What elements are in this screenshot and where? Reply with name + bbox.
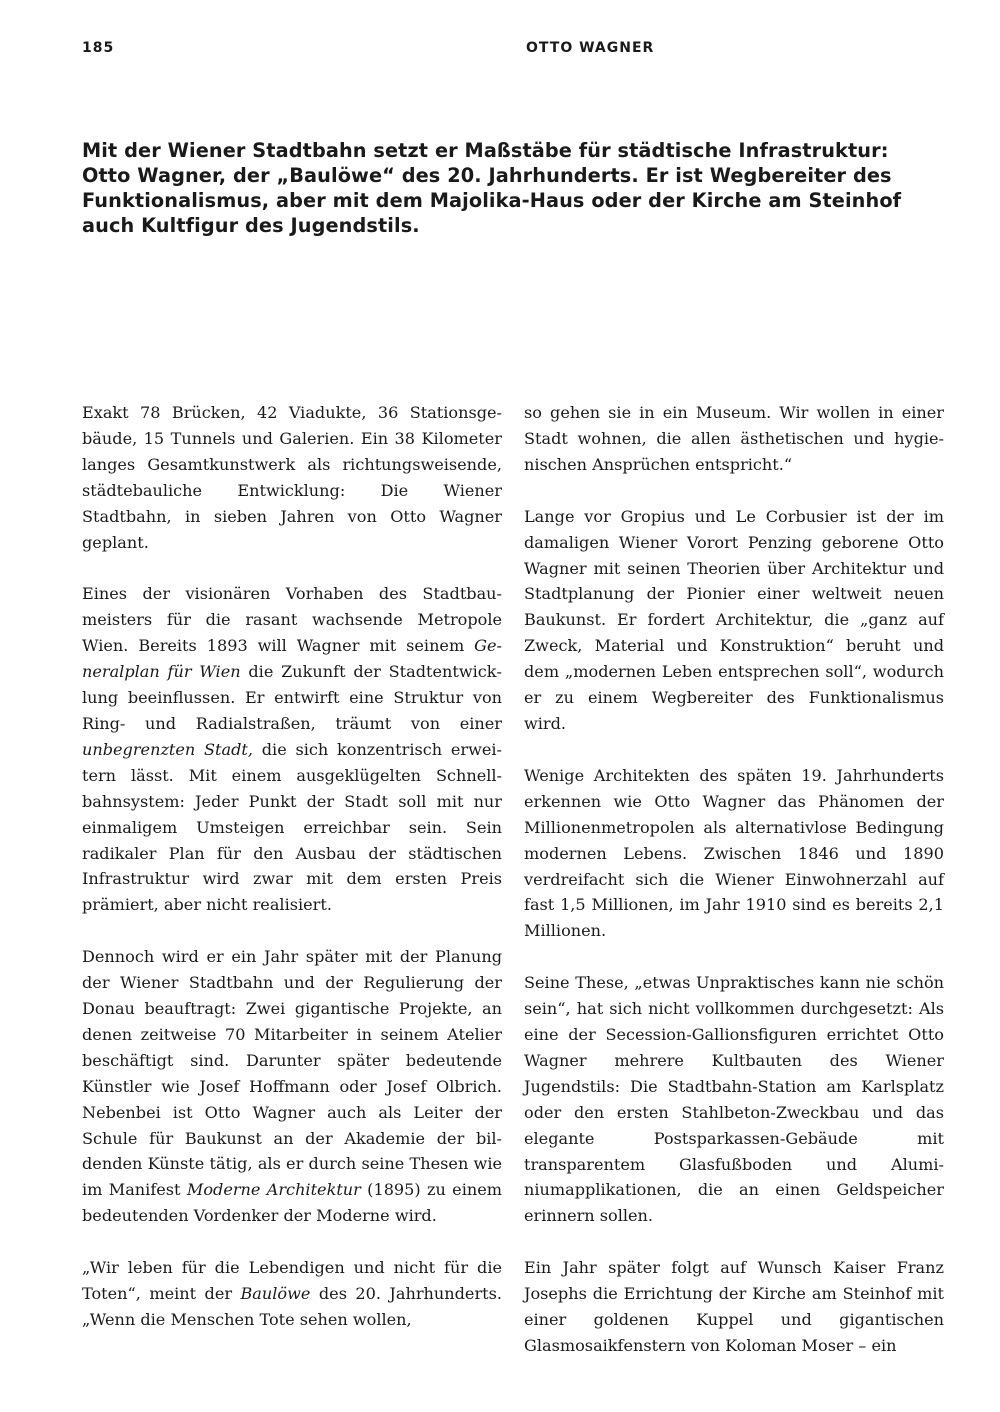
italic-term: Generalplan für Wien [82,636,502,682]
italic-term: Moderne Architektur [186,1180,361,1200]
running-header [82,40,942,62]
page-number: 185 [82,40,115,56]
right-text-column [524,400,944,1359]
lead-paragraph: Mit der Wiener Stadtbahn setzt er Maßstäbe für städtische Infrastruktur: Otto Wagner, der „Baulöwe“ des 20. Jahrhunderts. Er ist Wegbereiter des Funktionalismus, aber mit dem Majolika-Haus oder der Kirche am Steinhof auch Kultfigur des Jugendstils. [82,139,902,237]
running-title: OTTO WAGNER [526,40,655,56]
body-paragraph: „Wir leben für die Lebendigen und nicht für die Toten“, meint der Baulöwe des 20. Jahrhunderts. „Wenn die Menschen Tote sehen wollen, [82,1258,502,1329]
body-paragraph: Seine These, „etwas Unpraktisches kann nie schön sein“, hat sich nicht vollkommen durchgesetzt: Als eine der Secession-Gallionsfiguren errichtet Otto Wagner mehrere Kultbauten des Wiener Jugendstils: Die Stadtbahn-Station am Karlsplatz oder den ersten Stahlbeton-Zweckbau und das elegante Postsparkassen-Gebäude mit transparentem Glasfußboden und Aluminiumapplikationen, die an einen Geldspeicher erinnern sollen. [524,973,944,1226]
body-paragraph: Eines der visionären Vorhaben des Stadtbaumeisters für die rasant wachsende Metropole Wien. Bereits 1893 will Wagner mit seinem Generalplan für Wien die Zukunft der Stadtentwicklung beeinflussen. Er entwirft eine Struktur von Ring- und Radialstraßen, träumt von einer unbegrenzten Stadt, die sich konzentrisch erweitern lässt. Mit einem ausgeklügelten Schnellbahnsystem: Jeder Punkt der Stadt soll mit nur einmaligem Umsteigen erreichbar sein. Sein radikaler Plan für den Ausbau der städtischen Infrastruktur wird zwar mit dem ersten Preis prämiert, aber nicht realisiert. [82,584,502,915]
body-paragraph: Wenige Architekten des späten 19. Jahrhunderts erkennen wie Otto Wagner das Phänomen der Millionenmetropolen als alternativlose Bedingung modernen Lebens. Zwischen 1846 und 1890 verdreifacht sich die Wiener Einwohnerzahl auf fast 1,5 Millionen, im Jahr 1910 sind es bereits 2,1 Millionen. [524,765,944,941]
left-text-column [82,400,502,1333]
italic-term: Baulöwe [240,1284,311,1304]
italic-term: unbegrenzten Stadt, [82,739,253,759]
body-paragraph: Lange vor Gropius und Le Corbusier ist der im damaligen Wiener Vorort Penzing geborene Otto Wagner mit seinen Theorien über Architektur und Stadtplanung der Pionier einer weltweit neuen Baukunst. Er fordert Architektur, die „ganz auf Zweck, Material und Konstruktion“ beruht und dem „modernen Leben entsprechen soll“, wodurch er zu einem Wegbereiter des Funktionalismus wird. [524,506,944,733]
body-paragraph: Dennoch wird er ein Jahr später mit der Planung der Wiener Stadtbahn und der Regulierung der Donau beauftragt: Zwei gigantische Projekte, an denen zeitweise 70 Mitarbeiter in seinem Atelier beschäftigt sind. Darunter später bedeutende Künstler wie Josef Hoffmann oder Josef Olbrich. Nebenbei ist Otto Wagner auch als Leiter der Schule für Baukunst an der Akademie der bildenden Künste tätig, als er durch seine Thesen wie im Manifest Moderne Architektur (1895) zu einem bedeutenden Vordenker der Moderne wird. [82,947,502,1226]
body-paragraph: so gehen sie in ein Museum. Wir wollen in einer Stadt wohnen, die allen ästhetischen und hygienischen Ansprüchen entspricht.“ [524,403,944,474]
body-paragraph: Ein Jahr später folgt auf Wunsch Kaiser Franz Josephs die Errichtung der Kirche am Steinhof mit einer goldenen Kuppel und gigantischen Glasmosaikfenstern von Koloman Moser – ein [524,1258,944,1355]
body-paragraph: Exakt 78 Brücken, 42 Viadukte, 36 Stationsgebäude, 15 Tunnels und Galerien. Ein 38 Kilometer langes Gesamtkunstwerk als richtungsweisende, städtebauliche Entwicklung: Die Wiener Stadtbahn, in sieben Jahren von Otto Wagner geplant. [82,403,502,552]
